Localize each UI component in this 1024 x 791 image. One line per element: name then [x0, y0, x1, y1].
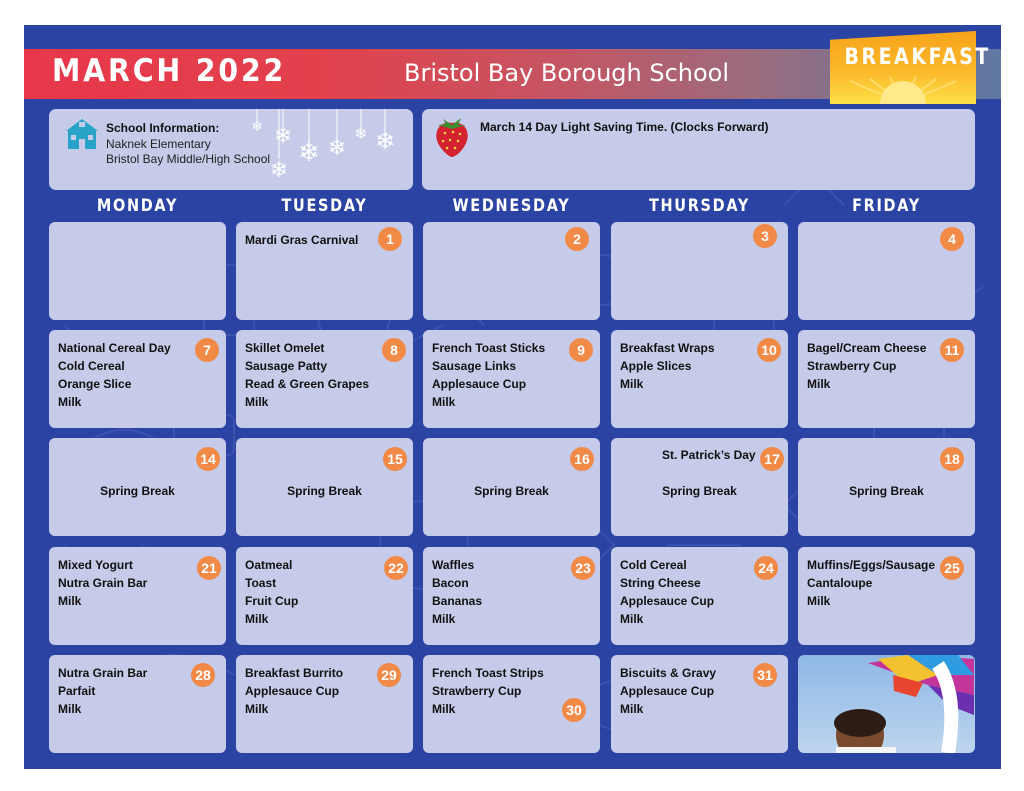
menu-item: Nutra Grain Bar: [58, 666, 148, 680]
menu-item: Milk: [245, 395, 269, 409]
menu-item: Milk: [58, 702, 82, 716]
calendar-sheet: [24, 25, 1001, 769]
day-cell: [611, 330, 788, 428]
svg-text:❄: ❄: [327, 136, 347, 161]
breakfast-label: BREAKFAST: [844, 45, 991, 70]
menu-item: Milk: [58, 594, 82, 608]
menu-item: Orange Slice: [58, 377, 132, 391]
menu-item: Breakfast Burrito: [245, 666, 344, 680]
menu-item: French Toast Sticks: [432, 341, 546, 355]
announcement-box: [422, 109, 975, 190]
menu-item: Strawberry Cup: [432, 684, 522, 698]
child-with-kite-photo: [798, 655, 975, 753]
menu-item: Biscuits & Gravy: [620, 666, 717, 680]
day-cell-empty: [49, 222, 226, 320]
menu-item: Milk: [245, 612, 269, 626]
day-number-badge: 22: [384, 556, 408, 580]
photo-cell: [798, 655, 975, 753]
day-cell: [236, 222, 413, 320]
menu-item: Sausage Patty: [245, 359, 328, 373]
day-cell: [49, 547, 226, 645]
menu-item: Bagel/Cream Cheese: [807, 341, 927, 355]
school-name-1: Naknek Elementary: [106, 137, 211, 151]
day-number-badge: 11: [940, 338, 964, 362]
day-cell: [611, 655, 788, 753]
day-cell: [49, 438, 226, 536]
day-cell: [798, 547, 975, 645]
day-number-badge: 23: [571, 556, 595, 580]
weekday-friday: FRIDAY: [852, 196, 921, 216]
menu-item: Oatmeal: [245, 558, 293, 572]
day-cell: [423, 222, 600, 320]
day-number-badge: 18: [940, 447, 964, 471]
menu-item: Milk: [620, 612, 644, 626]
menu-item: Bacon: [432, 576, 469, 590]
day-number-badge: 15: [383, 447, 407, 471]
menu-item: Milk: [432, 702, 456, 716]
weekday-wednesday: WEDNESDAY: [452, 196, 571, 216]
day-number-badge: 17: [760, 447, 784, 471]
menu-item: Cold Cereal: [620, 558, 687, 572]
menu-item: Milk: [620, 702, 644, 716]
menu-item: String Cheese: [620, 576, 701, 590]
day-number-badge: 16: [570, 447, 594, 471]
day-cell: [611, 438, 788, 536]
spring-break-label: Spring Break: [474, 484, 549, 498]
day-number-badge: 1: [378, 227, 402, 251]
menu-item: National Cereal Day: [58, 341, 171, 355]
menu-item: Toast: [245, 576, 277, 590]
menu-item: Cantaloupe: [807, 576, 873, 590]
strawberry-icon: [431, 113, 473, 159]
menu-item: Milk: [620, 377, 644, 391]
day-cell: [611, 547, 788, 645]
day-cell: [798, 222, 975, 320]
menu-item: Milk: [807, 377, 831, 391]
day-number-badge: 29: [377, 663, 401, 687]
menu-item: Applesauce Cup: [245, 684, 340, 698]
school-building-icon: [62, 115, 102, 155]
menu-item: Skillet Omelet: [245, 341, 325, 355]
school-title: Bristol Bay Borough School: [404, 59, 730, 87]
day-number-badge: 4: [940, 227, 964, 251]
svg-text:❄: ❄: [374, 127, 396, 155]
day-number-badge: 2: [565, 227, 589, 251]
day-number-badge: 31: [753, 663, 777, 687]
month-title: MARCH 2022: [52, 53, 287, 89]
day-cell: [236, 330, 413, 428]
menu-item: Mixed Yogurt: [58, 558, 133, 572]
spring-break-label: Spring Break: [287, 484, 362, 498]
day-number-badge: 30: [562, 698, 586, 722]
menu-item: Milk: [432, 612, 456, 626]
day-number-badge: 10: [757, 338, 781, 362]
day-cell: [49, 330, 226, 428]
menu-item: Milk: [245, 702, 269, 716]
menu-item: Read & Green Grapes: [245, 377, 370, 391]
svg-text:❄: ❄: [251, 119, 263, 135]
day-cell: [236, 655, 413, 753]
day-number-badge: 14: [196, 447, 220, 471]
svg-text:❄: ❄: [269, 158, 289, 183]
day-number-badge: 8: [382, 338, 406, 362]
menu-item: Milk: [432, 395, 456, 409]
spring-break-label: Spring Break: [662, 484, 737, 498]
announcement-text: March 14 Day Light Saving Time. (Clocks Forward): [480, 120, 769, 134]
menu-item: Mardi Gras Carnival: [245, 233, 359, 247]
menu-item: Apple Slices: [620, 359, 692, 373]
day-cell: [236, 438, 413, 536]
day-number-badge: 21: [197, 556, 221, 580]
school-info-label: School Information:: [106, 121, 220, 135]
menu-item: Parfait: [58, 684, 96, 698]
day-number-badge: 9: [569, 338, 593, 362]
svg-text:❄: ❄: [273, 124, 293, 149]
weekday-monday: MONDAY: [96, 196, 179, 216]
day-cell: [611, 222, 788, 320]
menu-item: Strawberry Cup: [807, 359, 897, 373]
day-cell: [236, 547, 413, 645]
day-cell: [798, 330, 975, 428]
day-cell: [423, 655, 600, 753]
snowflake-icon: [239, 109, 409, 184]
svg-text:❄: ❄: [354, 124, 368, 143]
weekday-tuesday: TUESDAY: [281, 196, 368, 216]
day-cell: [423, 438, 600, 536]
menu-item: Milk: [807, 594, 831, 608]
menu-item: French Toast Strips: [432, 666, 544, 680]
day-number-badge: 3: [753, 224, 777, 248]
menu-item: Muffins/Eggs/Sausage: [807, 558, 936, 572]
menu-item: Applesauce Cup: [620, 684, 715, 698]
day-number-badge: 28: [191, 663, 215, 687]
menu-item: Fruit Cup: [245, 594, 299, 608]
day-number-badge: 25: [940, 556, 964, 580]
school-info-box: [49, 109, 413, 190]
svg-text:❄: ❄: [298, 138, 320, 168]
day-cell: [798, 438, 975, 536]
menu-item: Milk: [58, 395, 82, 409]
day-cell: [423, 547, 600, 645]
menu-item: Breakfast Wraps: [620, 341, 715, 355]
menu-item: Applesauce Cup: [620, 594, 715, 608]
menu-item: Sausage Links: [432, 359, 517, 373]
day-cell: [423, 330, 600, 428]
weekday-thursday: THURSDAY: [648, 196, 751, 216]
day-number-badge: 24: [754, 556, 778, 580]
menu-item: Applesauce Cup: [432, 377, 527, 391]
menu-item: Waffles: [432, 558, 475, 572]
menu-item: Nutra Grain Bar: [58, 576, 148, 590]
day-cell: [49, 655, 226, 753]
day-number-badge: 7: [195, 338, 219, 362]
menu-item: Cold Cereal: [58, 359, 125, 373]
spring-break-label: Spring Break: [100, 484, 175, 498]
school-name-2: Bristol Bay Middle/High School: [106, 152, 271, 166]
spring-break-label: Spring Break: [849, 484, 924, 498]
menu-item: Bananas: [432, 594, 483, 608]
holiday-note: St. Patrick’s Day: [662, 448, 756, 462]
